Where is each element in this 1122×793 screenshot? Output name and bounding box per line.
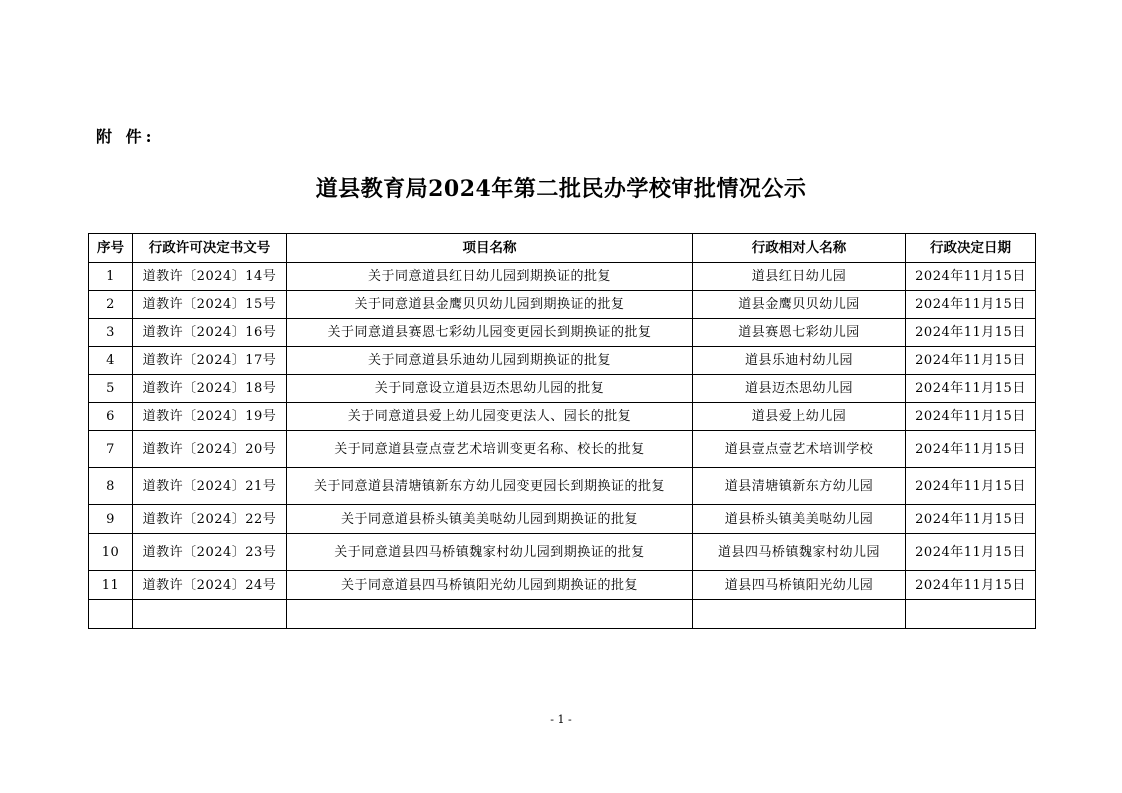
- cell-party-name: 道县壹点壹艺术培训学校: [693, 431, 906, 468]
- cell-item-name: 关于同意道县壹点壹艺术培训变更名称、校长的批复: [287, 431, 693, 468]
- table-row: [89, 505, 1036, 534]
- cell-party-name: 道县桥头镇美美哒幼儿园: [693, 505, 906, 534]
- cell-serial-number: 5: [89, 375, 133, 403]
- cell-party-name: 道县清塘镇新东方幼儿园: [693, 468, 906, 505]
- cell-item-name: 关于同意道县金鹰贝贝幼儿园到期换证的批复: [287, 291, 693, 319]
- cell-item-name: 关于同意道县赛恩七彩幼儿园变更园长到期换证的批复: [287, 319, 693, 347]
- cell-party-name: 道县红日幼儿园: [693, 263, 906, 291]
- cell-item-name: 关于同意道县红日幼儿园到期换证的批复: [287, 263, 693, 291]
- cell-decision-date: 2024年11月15日: [906, 571, 1036, 600]
- table-row: [89, 263, 1036, 291]
- header-serial-number: 序号: [89, 234, 133, 263]
- table-row: [89, 403, 1036, 431]
- approval-table: [88, 233, 1036, 629]
- cell-item-name: 关于同意道县爱上幼儿园变更法人、园长的批复: [287, 403, 693, 431]
- cell-party-name: 道县乐迪村幼儿园: [693, 347, 906, 375]
- cell-item-name: 关于同意道县四马桥镇阳光幼儿园到期换证的批复: [287, 571, 693, 600]
- cell-item-name: 关于同意道县乐迪幼儿园到期换证的批复: [287, 347, 693, 375]
- cell-decision-date: 2024年11月15日: [906, 403, 1036, 431]
- cell-decision-date: 2024年11月15日: [906, 263, 1036, 291]
- cell-serial-number: 1: [89, 263, 133, 291]
- cell-serial-number: 3: [89, 319, 133, 347]
- cell-serial-number: 11: [89, 571, 133, 600]
- cell-item-name: 关于同意设立道县迈杰思幼儿园的批复: [287, 375, 693, 403]
- header-license-number: 行政许可决定书文号: [133, 234, 287, 263]
- cell-empty: [906, 600, 1036, 629]
- cell-empty: [133, 600, 287, 629]
- table-row-empty: [89, 600, 1036, 629]
- cell-decision-date: 2024年11月15日: [906, 291, 1036, 319]
- table-row: [89, 375, 1036, 403]
- cell-decision-date: 2024年11月15日: [906, 468, 1036, 505]
- table-row: [89, 347, 1036, 375]
- cell-serial-number: 10: [89, 534, 133, 571]
- cell-license-number: 道教许〔2024〕19号: [133, 403, 287, 431]
- table-row: [89, 468, 1036, 505]
- cell-license-number: 道教许〔2024〕23号: [133, 534, 287, 571]
- cell-license-number: 道教许〔2024〕15号: [133, 291, 287, 319]
- cell-party-name: 道县金鹰贝贝幼儿园: [693, 291, 906, 319]
- cell-license-number: 道教许〔2024〕20号: [133, 431, 287, 468]
- document-title: 道县教育局2024年第二批民办学校审批情况公示: [315, 176, 807, 202]
- cell-serial-number: 4: [89, 347, 133, 375]
- header-decision-date: 行政决定日期: [906, 234, 1036, 263]
- cell-decision-date: 2024年11月15日: [906, 375, 1036, 403]
- table-header-row: [89, 234, 1036, 263]
- cell-serial-number: 6: [89, 403, 133, 431]
- table-row: [89, 291, 1036, 319]
- table-row: [89, 431, 1036, 468]
- cell-license-number: 道教许〔2024〕17号: [133, 347, 287, 375]
- cell-item-name: 关于同意道县清塘镇新东方幼儿园变更园长到期换证的批复: [287, 468, 693, 505]
- cell-item-name: 关于同意道县桥头镇美美哒幼儿园到期换证的批复: [287, 505, 693, 534]
- cell-party-name: 道县迈杰思幼儿园: [693, 375, 906, 403]
- cell-decision-date: 2024年11月15日: [906, 505, 1036, 534]
- table-row: [89, 534, 1036, 571]
- cell-item-name: 关于同意道县四马桥镇魏家村幼儿园到期换证的批复: [287, 534, 693, 571]
- cell-serial-number: 2: [89, 291, 133, 319]
- table-row: [89, 571, 1036, 600]
- attachment-label: 附 件:: [96, 127, 156, 146]
- cell-decision-date: 2024年11月15日: [906, 534, 1036, 571]
- cell-license-number: 道教许〔2024〕21号: [133, 468, 287, 505]
- cell-decision-date: 2024年11月15日: [906, 347, 1036, 375]
- cell-license-number: 道教许〔2024〕24号: [133, 571, 287, 600]
- cell-empty: [693, 600, 906, 629]
- cell-serial-number: 8: [89, 468, 133, 505]
- cell-decision-date: 2024年11月15日: [906, 319, 1036, 347]
- cell-license-number: 道教许〔2024〕14号: [133, 263, 287, 291]
- header-item-name: 项目名称: [287, 234, 693, 263]
- cell-serial-number: 7: [89, 431, 133, 468]
- cell-license-number: 道教许〔2024〕16号: [133, 319, 287, 347]
- cell-license-number: 道教许〔2024〕22号: [133, 505, 287, 534]
- cell-empty: [89, 600, 133, 629]
- header-party-name: 行政相对人名称: [693, 234, 906, 263]
- cell-party-name: 道县四马桥镇魏家村幼儿园: [693, 534, 906, 571]
- cell-party-name: 道县爱上幼儿园: [693, 403, 906, 431]
- table-row: [89, 319, 1036, 347]
- cell-decision-date: 2024年11月15日: [906, 431, 1036, 468]
- page-number: - 1 -: [550, 713, 572, 726]
- cell-party-name: 道县赛恩七彩幼儿园: [693, 319, 906, 347]
- cell-party-name: 道县四马桥镇阳光幼儿园: [693, 571, 906, 600]
- cell-serial-number: 9: [89, 505, 133, 534]
- cell-empty: [287, 600, 693, 629]
- cell-license-number: 道教许〔2024〕18号: [133, 375, 287, 403]
